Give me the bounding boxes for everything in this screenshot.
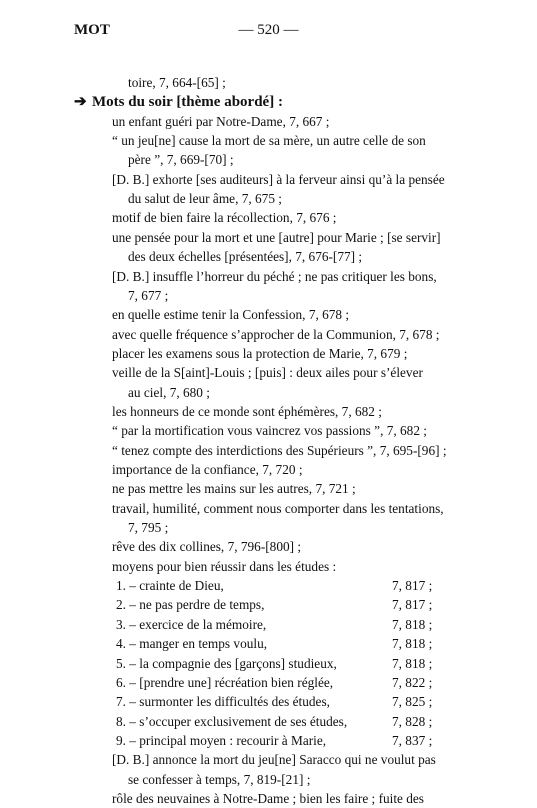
index-line: se confesser à temps, 7, 819-[21] ; (128, 771, 311, 787)
index-line: 3. – exercice de la mémoire, (116, 616, 267, 632)
entry-heading: Mots du soir [thème abordé] : (92, 94, 283, 111)
index-line: 5. – la compagnie des [garçons] studieux, (116, 655, 337, 671)
index-line: un enfant guéri par Notre-Dame, 7, 667 ; (112, 113, 330, 129)
index-line: 9. – principal moyen : recourir à Marie, (116, 732, 327, 748)
index-line: père ”, 7, 669-[70] ; (128, 152, 234, 168)
index-line: “ un jeu[ne] cause la mort de sa mère, un autre celle de son (112, 133, 426, 149)
page-reference: 7, 825 ; (392, 694, 433, 710)
index-line: travail, humilité, comment nous comporter dans les tentations, (112, 500, 444, 516)
index-line: rêve des dix collines, 7, 796-[800] ; (112, 539, 302, 555)
index-line: une pensée pour la mort et une [autre] pour Marie ; [se servir] (112, 229, 441, 245)
index-line: [D. B.] annonce la mort du jeu[ne] Saracco qui ne voulut pas (112, 752, 436, 768)
index-line: les honneurs de ce monde sont éphémères, 7, 682 ; (112, 403, 382, 419)
index-line: avec quelle fréquence s’approcher de la Communion, 7, 678 ; (112, 326, 440, 342)
index-line: “ par la mortification vous vaincrez vos passions ”, 7, 682 ; (112, 423, 427, 439)
page-reference: 7, 828 ; (392, 713, 433, 729)
index-line: [D. B.] exhorte [ses auditeurs] à la ferveur ainsi qu’à la pensée (112, 171, 445, 187)
index-line: placer les examens sous la protection de Marie, 7, 679 ; (112, 345, 408, 361)
index-line: veille de la S[aint]-Louis ; [puis] : deux ailes pour s’élever (112, 365, 423, 381)
index-line: rôle des neuvaines à Notre-Dame ; bien les faire ; fuite des (112, 790, 424, 806)
index-line: moyens pour bien réussir dans les études : (112, 558, 337, 574)
page-number: — 520 — (238, 22, 299, 38)
index-line: des deux échelles [présentées], 7, 676-[77] ; (128, 249, 363, 265)
index-line: en quelle estime tenir la Confession, 7, 678 ; (112, 307, 350, 323)
page-reference: 7, 818 ; (392, 636, 433, 652)
index-line: 2. – ne pas perdre de temps, (116, 597, 265, 613)
page-reference: 7, 817 ; (392, 578, 433, 594)
index-line: 6. – [prendre une] récréation bien réglée, (116, 674, 334, 690)
index-line: “ tenez compte des interdictions des Supérieurs ”, 7, 695-[96] ; (112, 442, 447, 458)
index-line: toire, 7, 664-[65] ; (128, 75, 226, 90)
index-line: 4. – manger en temps voulu, (116, 636, 268, 652)
page-reference: 7, 818 ; (392, 616, 433, 632)
index-line: ne pas mettre les mains sur les autres, 7, 721 ; (112, 481, 356, 497)
page-reference: 7, 837 ; (392, 732, 433, 748)
index-line: importance de la confiance, 7, 720 ; (112, 462, 303, 477)
index-line: 7, 795 ; (128, 520, 169, 536)
page-reference: 7, 822 ; (392, 674, 433, 690)
index-line: [D. B.] insuffle l’horreur du péché ; ne pas critiquer les bons, (112, 268, 437, 284)
index-line: 7. – surmonter les difficultés des études, (116, 694, 330, 710)
index-line: du salut de leur âme, 7, 675 ; (128, 191, 282, 207)
index-line: 7, 677 ; (128, 287, 169, 303)
page-reference: 7, 817 ; (392, 597, 433, 613)
page-reference: 7, 818 ; (392, 655, 433, 671)
index-line: 8. – s’occuper exclusivement de ses études, (116, 713, 348, 729)
index-line: au ciel, 7, 680 ; (128, 384, 210, 400)
index-line: motif de bien faire la récollection, 7, 676 ; (112, 210, 337, 226)
running-head: MOT (74, 22, 110, 38)
arrow-icon: ➔ (74, 94, 87, 111)
index-line: 1. – crainte de Dieu, (116, 578, 224, 594)
